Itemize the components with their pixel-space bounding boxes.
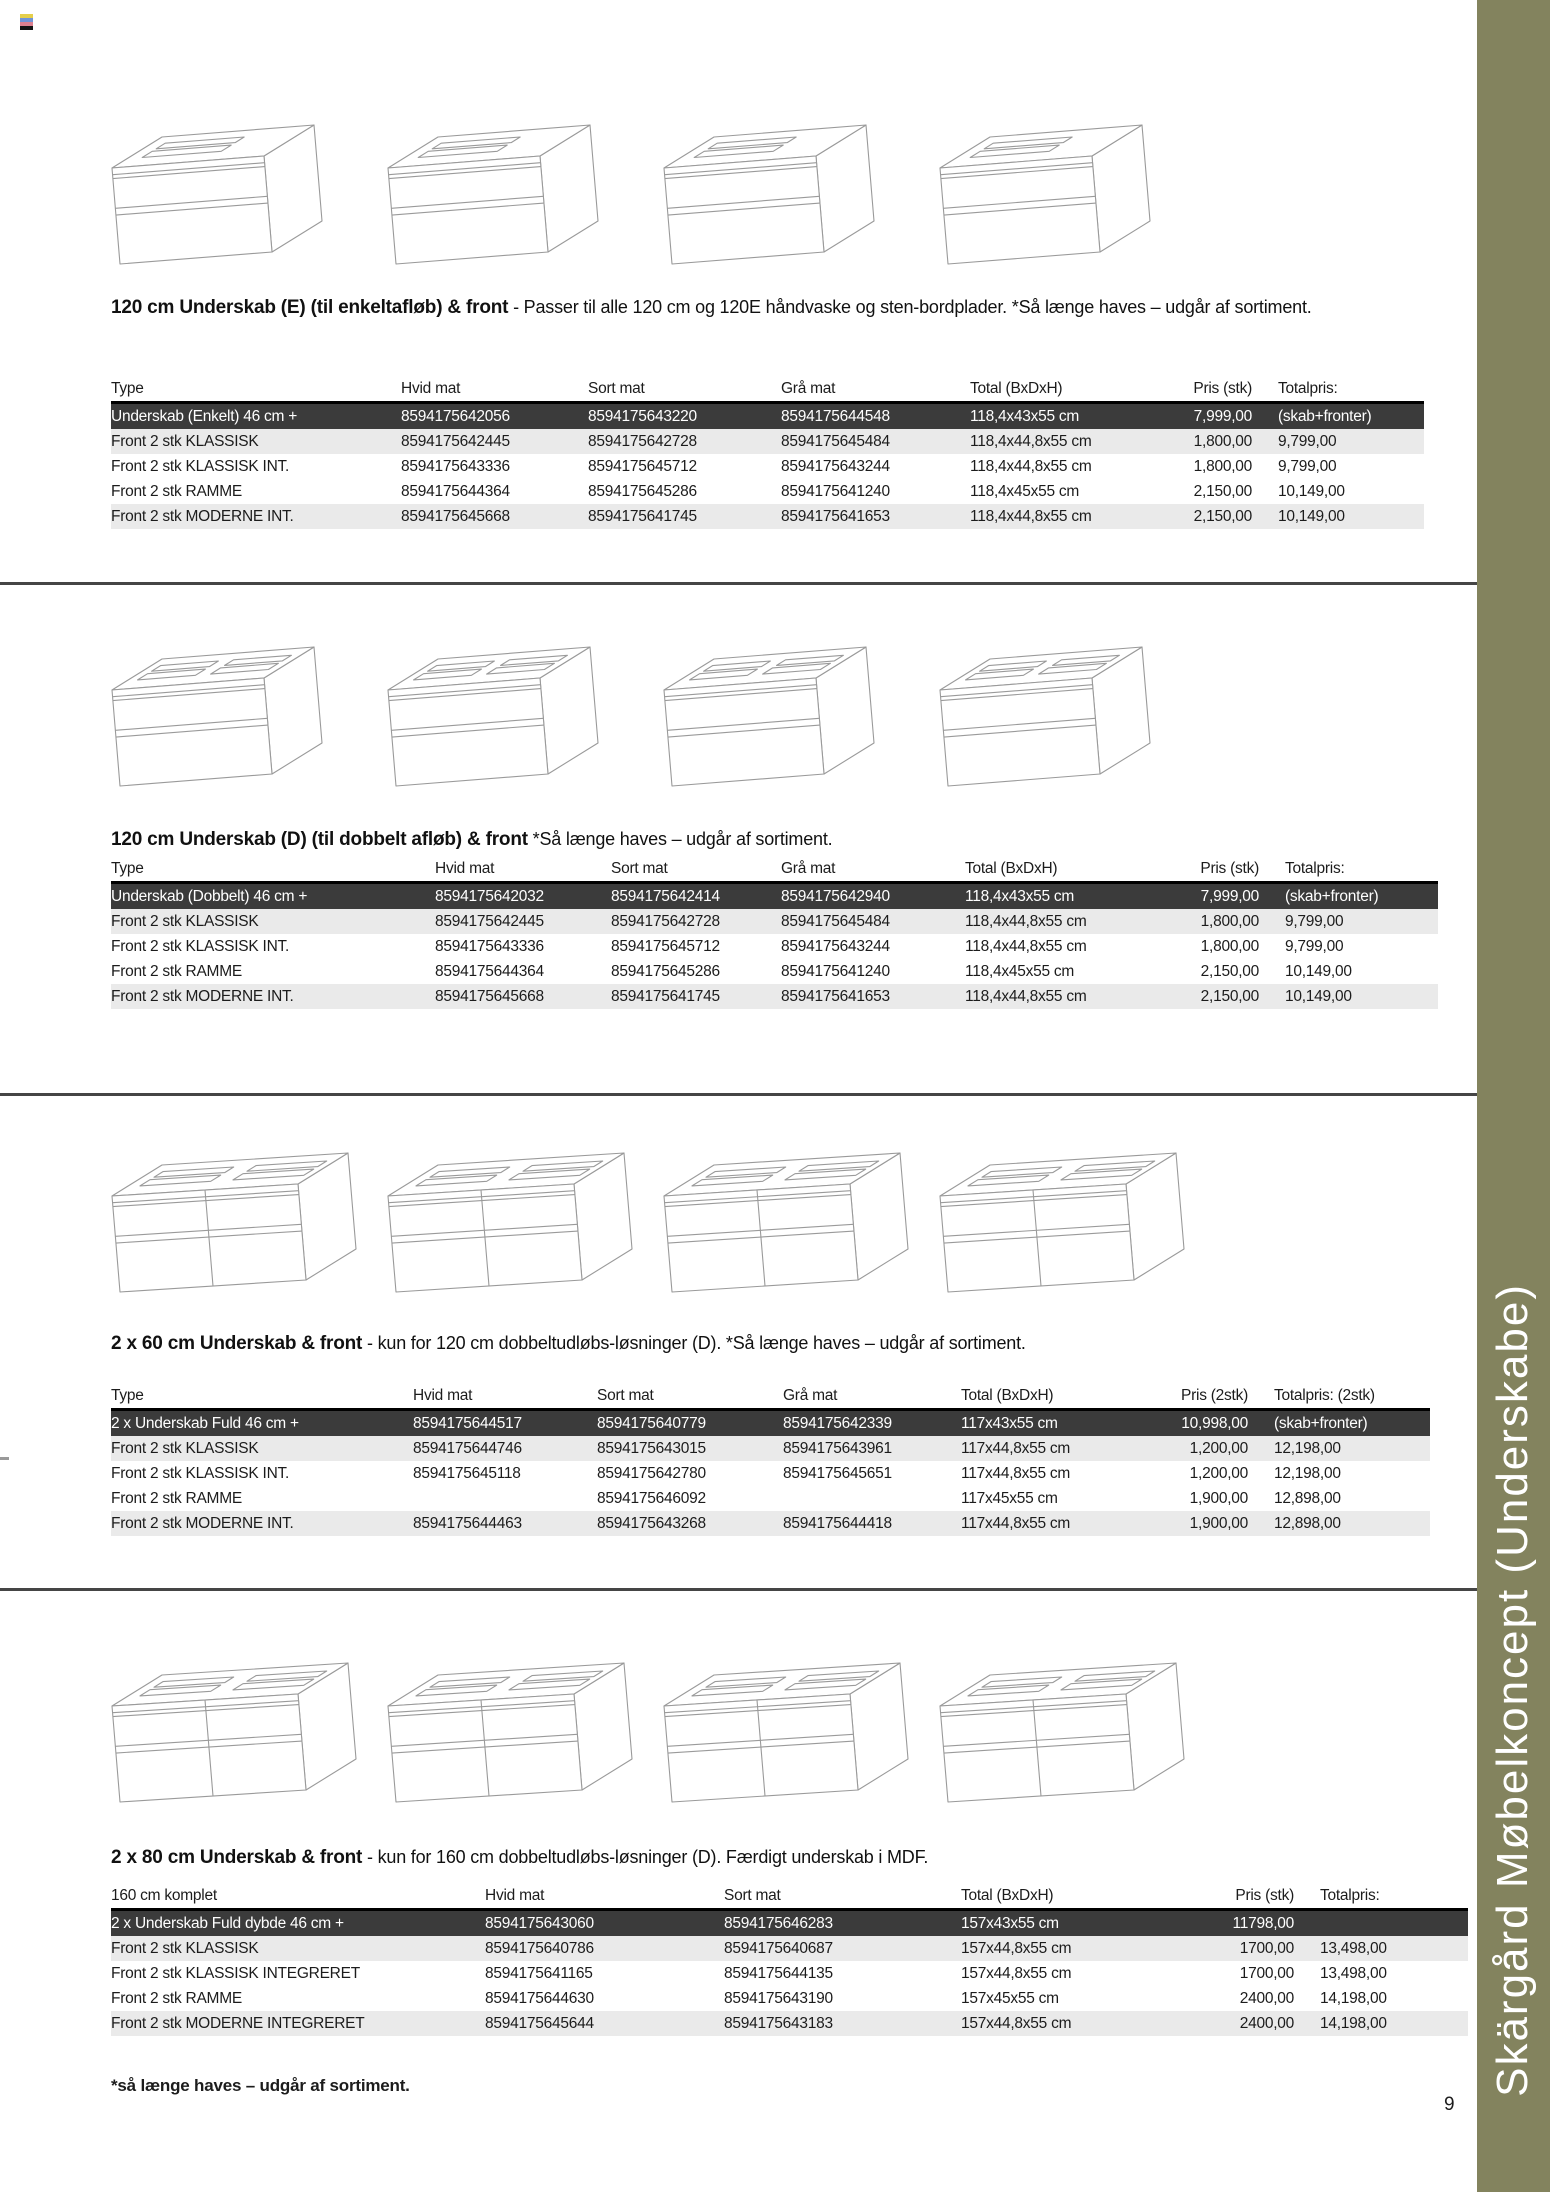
table-cell: 2 x Underskab Fuld 46 cm +	[111, 1411, 413, 1436]
column-header: Total (BxDxH)	[961, 1885, 1189, 1911]
table-cell: 13,498,00	[1320, 1965, 1387, 1982]
table-cell: 9,799,00	[1278, 458, 1337, 475]
table-cell: 8594175646092	[597, 1490, 706, 1507]
table-cell: 7,999,00	[1165, 884, 1285, 909]
table-cell: 117x44,8x55 cm	[961, 1511, 1148, 1536]
table-cell: 8594175642728	[588, 429, 781, 454]
price-table	[111, 1385, 1430, 1536]
margin-tick	[0, 1457, 9, 1460]
table-cell: 8594175644364	[435, 963, 544, 980]
color-registration-mark-icon	[20, 14, 33, 30]
table-cell: 8594175641745	[588, 504, 781, 529]
table-cell: 117x44,8x55 cm	[961, 1465, 1071, 1482]
mark-stripe-black	[20, 26, 33, 30]
table-cell: 8594175643961	[783, 1436, 961, 1461]
table-cell: Front 2 stk MODERNE INT.	[111, 984, 435, 1009]
section-divider	[0, 1588, 1477, 1591]
column-header: Pris (stk)	[1165, 858, 1285, 884]
table-cell: 12,198,00	[1274, 1436, 1430, 1461]
cabinet-line-drawing	[104, 1116, 366, 1312]
section-title-description: - kun for 120 cm dobbeltudløbs-løsninger (D). *Så længe haves – udgår af sortiment.	[362, 1333, 1026, 1353]
cabinet-line-drawing	[380, 610, 612, 806]
table-cell: 8594175642780	[597, 1465, 706, 1482]
table-cell: 8594175645644	[485, 2011, 724, 2036]
section-title	[111, 294, 1361, 321]
cabinet-line-drawing	[104, 610, 336, 806]
column-header: Hvid mat	[485, 1885, 724, 1911]
column-header: Totalpris:	[1278, 378, 1424, 404]
table-cell: 10,998,00	[1148, 1411, 1274, 1436]
table-cell: 1,200,00	[1148, 1436, 1274, 1461]
column-header: Type	[111, 858, 435, 884]
cabinet-line-drawing	[932, 610, 1164, 806]
table-cell: 8594175645712	[611, 938, 720, 955]
section-title-description: - kun for 160 cm dobbeltudløbs-løsninger (D). Færdigt underskab i MDF.	[362, 1847, 929, 1867]
table-cell: 8594175643244	[781, 938, 890, 955]
column-header: Sort mat	[724, 1885, 961, 1911]
table-cell: 1,200,00	[1189, 1465, 1248, 1482]
column-header: Totalpris: (2stk)	[1274, 1385, 1430, 1411]
table-cell: 118,4x43x55 cm	[965, 884, 1165, 909]
table-cell: 8594175643015	[597, 1436, 783, 1461]
cabinet-line-drawing	[104, 88, 336, 284]
column-header: Type	[111, 378, 401, 404]
table-cell: Front 2 stk RAMME	[111, 1990, 242, 2007]
table-cell: 8594175645484	[781, 429, 970, 454]
column-header: Type	[111, 1385, 413, 1411]
section-title-bold: 120 cm Underskab (D) (til dobbelt afløb) & front	[111, 829, 528, 850]
table-cell: Front 2 stk KLASSISK	[111, 1936, 485, 1961]
column-header: Pris (stk)	[1189, 1885, 1320, 1911]
column-header: Grå mat	[783, 1385, 961, 1411]
table-cell: 1,900,00	[1189, 1490, 1248, 1507]
table-cell: Front 2 stk RAMME	[111, 483, 242, 500]
table-cell: 8594175641653	[781, 984, 965, 1009]
table-cell: Underskab (Enkelt) 46 cm +	[111, 404, 401, 429]
cabinet-line-drawing	[656, 610, 888, 806]
table-cell: 8594175645286	[588, 483, 697, 500]
price-table	[111, 858, 1438, 1009]
cabinet-line-drawing	[932, 88, 1164, 284]
table-cell: 2,150,00	[1160, 504, 1278, 529]
table-cell: 1,800,00	[1193, 458, 1252, 475]
table-cell: 8594175644548	[781, 404, 970, 429]
table-cell: 118,4x44,8x55 cm	[965, 984, 1165, 1009]
table-cell: 118,4x44,8x55 cm	[965, 938, 1087, 955]
table-cell: Front 2 stk RAMME	[111, 1490, 242, 1507]
table-cell	[413, 1486, 597, 1511]
table-cell: 118,4x45x55 cm	[970, 483, 1080, 500]
column-header: Pris (stk)	[1160, 378, 1278, 404]
table-cell: 8594175645668	[435, 984, 611, 1009]
table-cell: 118,4x44,8x55 cm	[965, 909, 1165, 934]
page-number: 9	[1444, 2094, 1455, 2115]
column-header: Total (BxDxH)	[970, 378, 1160, 404]
table-cell: Front 2 stk KLASSISK INT.	[111, 458, 290, 475]
table-cell: (skab+fronter)	[1278, 404, 1424, 429]
table-cell: 8594175642414	[611, 884, 781, 909]
table-cell: Front 2 stk MODERNE INTEGRERET	[111, 2011, 485, 2036]
table-cell: 2400,00	[1239, 1990, 1294, 2007]
column-header: Total (BxDxH)	[961, 1385, 1148, 1411]
table-cell: 8594175643244	[781, 458, 890, 475]
footnote: *så længe haves – udgår af sortiment.	[111, 2076, 410, 2095]
table-cell: 8594175641240	[781, 483, 890, 500]
table-cell: 2400,00	[1189, 2011, 1320, 2036]
section-title-description: - Passer til alle 120 cm og 120E håndvaske og sten-bordplader. *Så længe haves – udgår af sortiment.	[508, 297, 1312, 317]
cabinet-line-drawing	[656, 1116, 918, 1312]
table-cell: 8594175640687	[724, 1936, 961, 1961]
table-cell: 117x44,8x55 cm	[961, 1436, 1148, 1461]
table-cell: 8594175640779	[597, 1411, 783, 1436]
table-cell: 8594175641165	[485, 1965, 593, 1982]
table-cell: 8594175642056	[401, 404, 588, 429]
table-cell: 157x43x55 cm	[961, 1911, 1189, 1936]
table-cell: Front 2 stk MODERNE INT.	[111, 504, 401, 529]
table-cell	[783, 1486, 961, 1511]
table-cell: 8594175645484	[781, 909, 965, 934]
table-cell: 118,4x44,8x55 cm	[970, 429, 1160, 454]
table-cell: 2,150,00	[1193, 483, 1252, 500]
cabinet-line-drawing	[380, 1116, 642, 1312]
cabinet-drawings-row	[104, 88, 1164, 284]
sidebar-tab	[1477, 0, 1550, 2192]
cabinet-drawings-row	[104, 1116, 1194, 1312]
table-cell: 12,198,00	[1274, 1465, 1341, 1482]
table-cell: 118,4x43x55 cm	[970, 404, 1160, 429]
price-table	[111, 1885, 1468, 2036]
table-cell: 8594175643336	[401, 458, 510, 475]
table-cell: 117x45x55 cm	[961, 1490, 1058, 1507]
table-cell: 9,799,00	[1285, 909, 1438, 934]
column-header: Total (BxDxH)	[965, 858, 1165, 884]
table-cell: 8594175642339	[783, 1411, 961, 1436]
table-cell: 8594175644364	[401, 483, 510, 500]
table-cell: Front 2 stk KLASSISK INT.	[111, 1465, 290, 1482]
table-cell: 8594175640786	[485, 1936, 724, 1961]
table-cell: 8594175642445	[435, 909, 611, 934]
table-cell: 13,498,00	[1320, 1936, 1468, 1961]
table-cell: 8594175643190	[724, 1990, 833, 2007]
cabinet-line-drawing	[656, 88, 888, 284]
table-cell: 8594175644463	[413, 1511, 597, 1536]
table-cell: 9,799,00	[1285, 938, 1344, 955]
table-cell: 8594175645668	[401, 504, 588, 529]
table-cell: 8594175645651	[783, 1465, 892, 1482]
section-divider	[0, 1093, 1477, 1096]
table-cell: 8594175645712	[588, 458, 697, 475]
table-cell: 8594175644418	[783, 1511, 961, 1536]
table-cell: 157x45x55 cm	[961, 1990, 1059, 2007]
table-cell: Front 2 stk KLASSISK	[111, 1436, 413, 1461]
table-cell: 7,999,00	[1160, 404, 1278, 429]
table-cell: 9,799,00	[1278, 429, 1424, 454]
table-cell: (skab+fronter)	[1285, 884, 1438, 909]
column-header: Totalpris:	[1320, 1885, 1468, 1911]
table-cell: 12,898,00	[1274, 1511, 1430, 1536]
table-cell: 8594175641240	[781, 963, 890, 980]
column-header: Hvid mat	[401, 378, 588, 404]
table-cell: 118,4x44,8x55 cm	[970, 504, 1160, 529]
table-cell: (skab+fronter)	[1274, 1411, 1430, 1436]
table-cell: 8594175644135	[724, 1965, 833, 1982]
table-cell: 8594175644630	[485, 1990, 594, 2007]
table-cell: 10,149,00	[1285, 963, 1352, 980]
table-cell	[1320, 1911, 1468, 1936]
column-header: Pris (2stk)	[1148, 1385, 1274, 1411]
table-cell: Front 2 stk MODERNE INT.	[111, 1511, 413, 1536]
cabinet-line-drawing	[656, 1626, 918, 1822]
sidebar-vertical-label: Skärgård Møbelkoncept (Underskabe)	[1488, 1283, 1537, 2097]
table-cell: 1,900,00	[1148, 1511, 1274, 1536]
table-cell: 8594175641653	[781, 504, 970, 529]
table-cell: Underskab (Dobbelt) 46 cm +	[111, 884, 435, 909]
table-cell: 2 x Underskab Fuld dybde 46 cm +	[111, 1911, 485, 1936]
cabinet-line-drawing	[932, 1626, 1194, 1822]
table-cell: 2,150,00	[1200, 963, 1259, 980]
table-cell: 1700,00	[1239, 1965, 1294, 1982]
cabinet-line-drawing	[104, 1626, 366, 1822]
table-cell: 8594175643220	[588, 404, 781, 429]
column-header: Totalpris:	[1285, 858, 1438, 884]
column-header: Grå mat	[781, 378, 970, 404]
table-cell: 14,198,00	[1320, 2011, 1468, 2036]
table-cell: 117x43x55 cm	[961, 1411, 1148, 1436]
table-cell: Front 2 stk KLASSISK	[111, 429, 401, 454]
table-cell: 157x44,8x55 cm	[961, 2011, 1189, 2036]
table-cell: 1,800,00	[1160, 429, 1278, 454]
section-title	[111, 1844, 1476, 1871]
table-cell: 8594175642728	[611, 909, 781, 934]
table-cell: Front 2 stk KLASSISK INTEGRERET	[111, 1965, 360, 1982]
table-cell: 1,800,00	[1165, 909, 1285, 934]
section-title-bold: 2 x 60 cm Underskab & front	[111, 1333, 363, 1354]
section-title-bold: 2 x 80 cm Underskab & front	[111, 1847, 363, 1868]
table-cell: Front 2 stk KLASSISK	[111, 909, 435, 934]
table-cell: 8594175646283	[724, 1911, 961, 1936]
table-cell: 8594175642940	[781, 884, 965, 909]
table-cell: Front 2 stk RAMME	[111, 963, 242, 980]
table-cell: 8594175642032	[435, 884, 611, 909]
cabinet-drawings-row	[104, 610, 1164, 806]
table-cell: 8594175643268	[597, 1511, 783, 1536]
table-cell: 8594175642445	[401, 429, 588, 454]
table-cell: 10,149,00	[1278, 504, 1424, 529]
price-table	[111, 378, 1424, 529]
table-cell: 8594175644746	[413, 1436, 597, 1461]
table-cell: 1700,00	[1189, 1936, 1320, 1961]
column-header: 160 cm komplet	[111, 1885, 485, 1911]
table-cell: 14,198,00	[1320, 1990, 1387, 2007]
column-header: Sort mat	[611, 858, 781, 884]
cabinet-drawings-row	[104, 1626, 1194, 1822]
table-cell: 157x44,8x55 cm	[961, 1936, 1189, 1961]
table-cell: 8594175644517	[413, 1411, 597, 1436]
column-header: Hvid mat	[413, 1385, 597, 1411]
table-cell: 1,800,00	[1200, 938, 1259, 955]
cabinet-line-drawing	[380, 1626, 642, 1822]
table-cell: 11798,00	[1189, 1911, 1320, 1936]
table-cell: 118,4x44,8x55 cm	[970, 458, 1092, 475]
table-cell: 8594175643183	[724, 2011, 961, 2036]
section-title-description: *Så længe haves – udgår af sortiment.	[527, 829, 833, 849]
cabinet-line-drawing	[932, 1116, 1194, 1312]
column-header: Sort mat	[588, 378, 781, 404]
table-cell: 10,149,00	[1278, 483, 1345, 500]
table-cell: 12,898,00	[1274, 1490, 1341, 1507]
table-cell: 8594175645118	[413, 1465, 521, 1482]
column-header: Sort mat	[597, 1385, 783, 1411]
section-title	[111, 826, 1476, 853]
table-cell: 2,150,00	[1165, 984, 1285, 1009]
table-cell: Front 2 stk KLASSISK INT.	[111, 938, 290, 955]
column-header: Grå mat	[781, 858, 965, 884]
table-cell: 8594175643060	[485, 1911, 724, 1936]
table-cell: 118,4x45x55 cm	[965, 963, 1075, 980]
section-divider	[0, 582, 1477, 585]
section-title	[111, 1330, 1476, 1357]
table-cell: 8594175645286	[611, 963, 720, 980]
table-cell: 8594175641745	[611, 984, 781, 1009]
cabinet-line-drawing	[380, 88, 612, 284]
table-cell: 10,149,00	[1285, 984, 1438, 1009]
section-title-bold: 120 cm Underskab (E) (til enkeltafløb) & front	[111, 297, 509, 318]
table-cell: 8594175643336	[435, 938, 544, 955]
table-cell: 157x44,8x55 cm	[961, 1965, 1072, 1982]
column-header: Hvid mat	[435, 858, 611, 884]
